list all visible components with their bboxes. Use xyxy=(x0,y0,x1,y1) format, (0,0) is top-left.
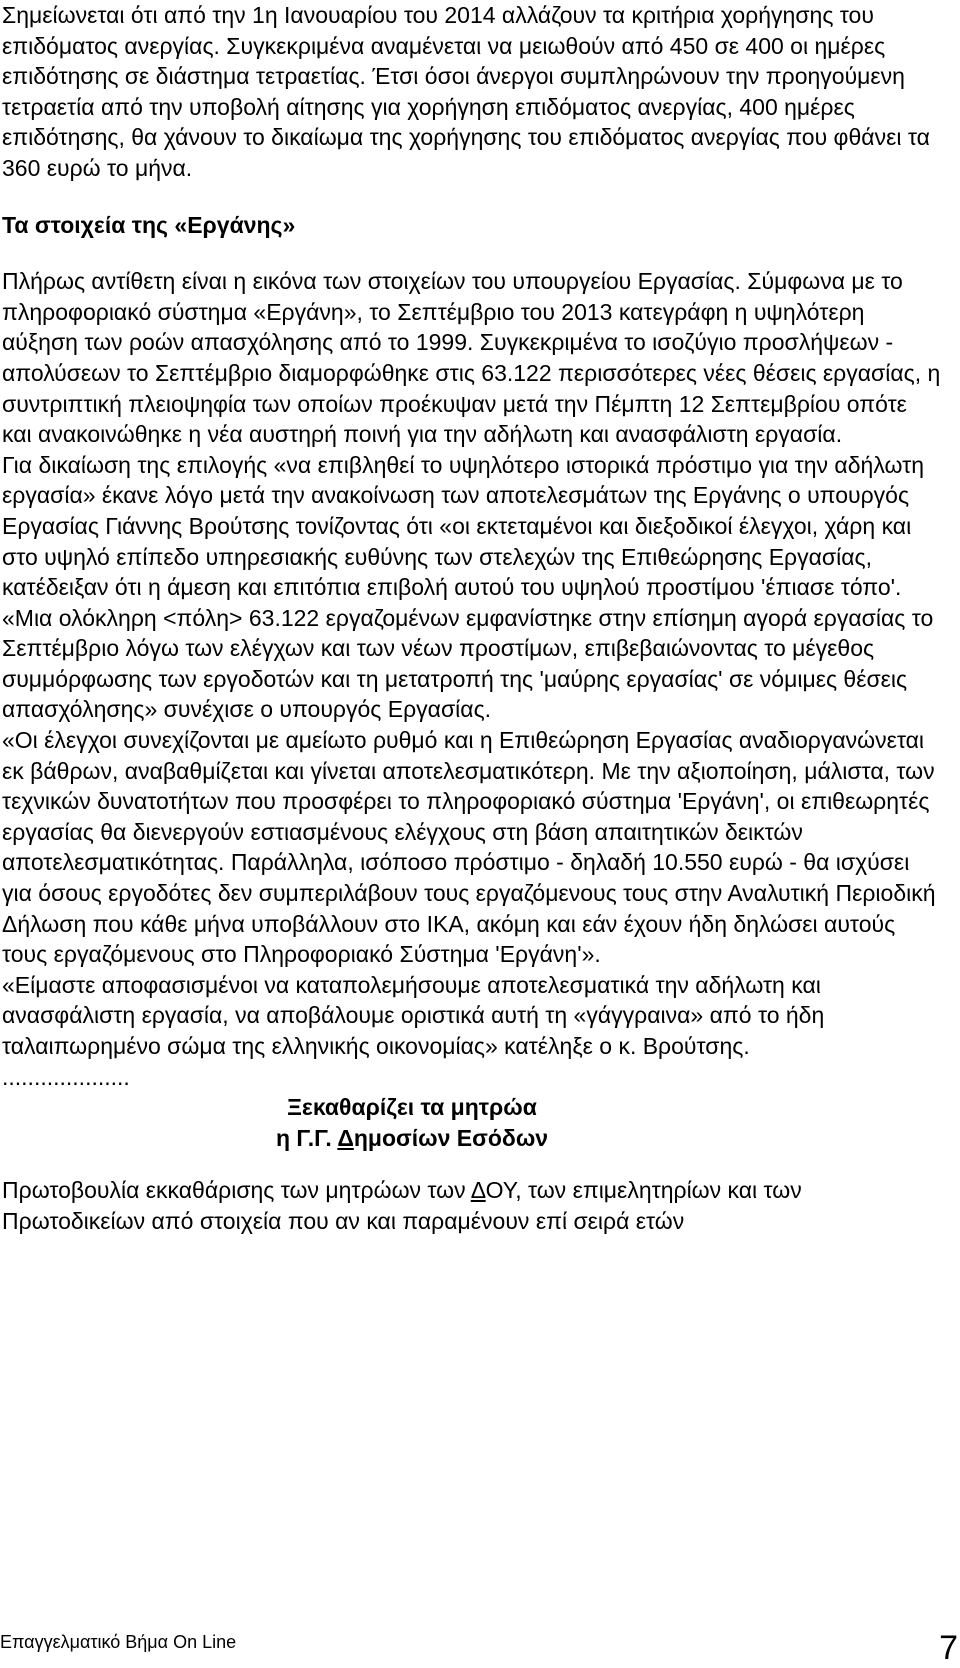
body-rest: ΟΥ, των επιμελητηρίων και των Πρωτοδικείων από στοιχεία που αν και παραμένουν επί σειρά ετών xyxy=(2,1177,802,1234)
footer-publication: Επαγγελματικό Βήμα On Line xyxy=(0,1632,237,1652)
paragraph-inspections-quote: «Οι έλεγχοι συνεχίζονται με αμείωτο ρυθμό και η Επιθεώρηση Εργασίας αναδιοργανώνεται εκ βάθρων, αναβαθμίζεται και γίνεται αποτελεσματικότερη. Με την αξιοποίηση, μάλιστα, των τεχνικών δυνατοτήτων που προσφέρει το πληροφοριακό σύστημα 'Εργάνη', οι επιθεωρητές εργασίας θα διενεργούν εστιασμένους ελέγχους στη βάση απαιτητικών δεικτών αποτελεσματικότητας. Παράλληλα, ισόποσο πρόστιμο - δηλαδή 10.550 ευρώ - θα ισχύσει για όσους εργοδότες δεν συμπεριλάβουν τους εργαζόμενους τους στην Αναλυτική Περιοδική Δήλωση που κάθε μήνα υποβάλλουν στο ΙΚΑ, ακόμη και εάν έχουν ήδη δηλώσει αυτούς τους εργαζόμενους στο Πληροφοριακό Σύστημα 'Εργάνη'». xyxy=(2,727,936,968)
title-underlined-letter: Δ xyxy=(337,1124,354,1151)
title-rest: ημοσίων Εσόδων xyxy=(353,1124,549,1151)
article-separator: .................... xyxy=(2,1063,130,1090)
title-prefix: η Γ.Γ. xyxy=(275,1124,338,1151)
paragraph-whole-city-quote: «Μια ολόκληρη <πόλη> 63.122 εργαζομένων εμφανίστηκε στην επίσημη αγορά εργασίας το Σεπτέμβριο λόγω των ελέγχων και των νέων προστίμων, επιβεβαιώνοντας το μέγεθος συμμόρφωσης των εργοδοτών και τη μετατροπή της 'μαύρης εργασίας' σε νόμιμες θέσεις απασχόλησης» συνέχισε ο υπουργός Εργασίας. xyxy=(2,604,934,723)
paragraph-ergani-data: Πλήρως αντίθετη είναι η εικόνα των στοιχείων του υπουργείου Εργασίας. Σύμφωνα με το πληροφοριακό σύστημα «Εργάνη», το Σεπτέμβριο του 2013 κατεγράφη η υψηλότερη αύξηση των ροών απασχόλησης από το 1999. Συγκεκριμένα το ισοζύγιο προσλήψεων - απολύσεων το Σεπτέμβριο διαμορφώθηκε στις 63.122 περισσότερες νέες θέσεις εργασίας, η συντριπτική πλειοψηφία των οποίων προέκυψαν μετά την Πέμπτη 12 Σεπτεμβρίου οπότε και ανακοινώθηκε η νέα αυστηρή ποινή για την αδήλωτη και ανασφάλιστη εργασία. xyxy=(2,268,941,448)
body-start: Πρωτοβουλία εκκαθάρισης των μητρώων των xyxy=(2,1177,471,1204)
second-article-title-line1: Ξεκαθαρίζει τα μητρώα xyxy=(287,1094,537,1121)
paragraph-closing-quote: «Είμαστε αποφασισμένοι να καταπολεμήσουμε αποτελεσματικά την αδήλωτη και ανασφάλιστη εργασία, να αποβάλουμε οριστικά αυτή τη «γάγγραινα» από το ήδη ταλαιπωρημένο σώμα της ελληνικής οικονομίας» κατέληξε ο κ. Βρούτσης. xyxy=(2,971,825,1059)
body-underlined-letter: Δ xyxy=(470,1177,486,1204)
footer-page-number: 7 xyxy=(939,1629,958,1667)
second-article-body xyxy=(2,1175,942,1236)
paragraph-unemployment-benefit: Σημείωνεται ότι από την 1η Ιανουαρίου του 2014 αλλάζουν τα κριτήρια χορήγησης του επιδόματος ανεργίας. Συγκεκριμένα αναμένεται να μειωθούν από 450 σε 400 οι ημέρες επιδότησης σε διάστημα τετραετίας. Έτσι όσοι άνεργοι συμπληρώνουν την προηγούμενη τετραετία από την υποβολή αίτησης για χορήγηση επιδόματος ανεργίας, 400 ημέρες επιδότησης, θα χάνουν το δικαίωμα της χορήγησης του επιδόματος ανεργίας που φθάνει τα 360 ευρώ το μήνα. xyxy=(2,2,930,181)
second-article-title-line2 xyxy=(2,1123,822,1154)
paragraph-minister-statement: Για δικαίωση της επιλογής «να επιβληθεί το υψηλότερο ιστορικά πρόστιμο για την αδήλωτη εργασία» έκανε λόγο μετά την ανακοίνωση των αποτελεσμάτων της Εργάνης ο υπουργός Εργασίας Γιάννης Βρούτσης τονίζοντας ότι «οι εκτεταμένοι και διεξοδικοί έλεγχοι, χάρη και στο υψηλό επίπεδο υπηρεσιακής ευθύνης των στελεχών της Επιθεώρησης Εργασίας, κατέδειξαν ότι η άμεση και επιτόπια επιβολή αυτού του υψηλού προστίμου 'έπιασε τόπο'. xyxy=(2,451,924,601)
section-heading-ergani: Τα στοιχεία της «Εργάνης» xyxy=(2,211,296,238)
